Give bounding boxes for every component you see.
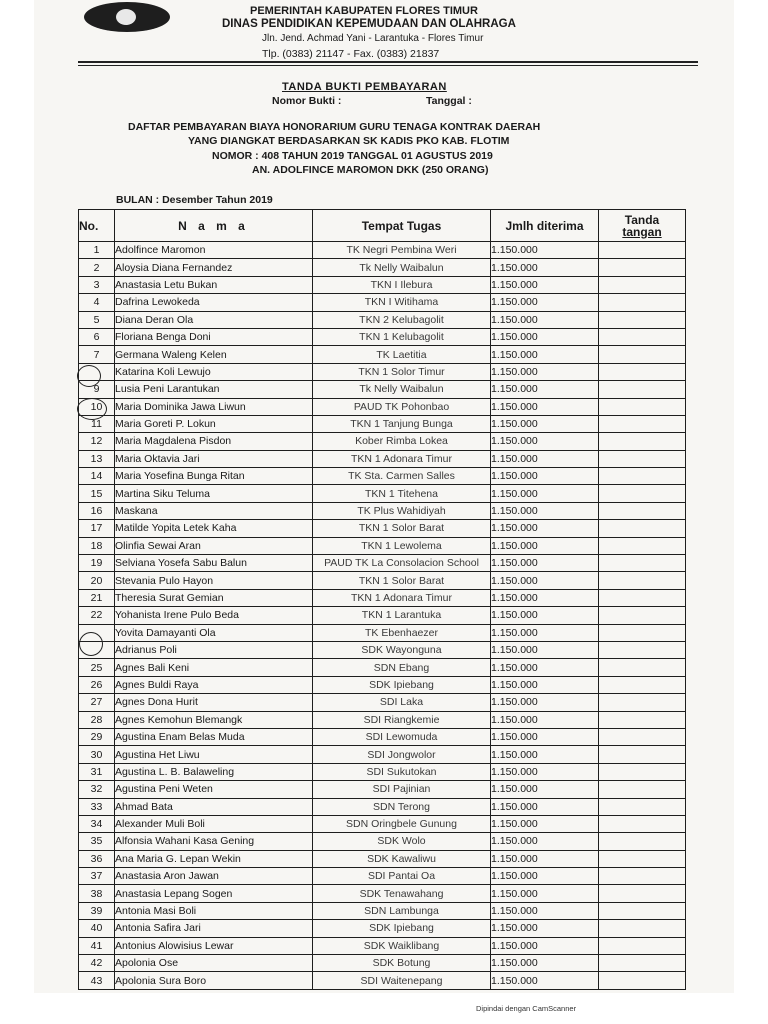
row-amount: 1.150.000 (491, 415, 599, 432)
row-number: 12 (79, 433, 115, 450)
row-amount: 1.150.000 (491, 833, 599, 850)
row-name: Aloysia Diana Fernandez (115, 259, 313, 276)
row-signature-cell (599, 868, 686, 885)
row-name: Anastasia Lepang Sogen (115, 885, 313, 902)
row-workplace: TKN 1 Solor Barat (313, 572, 491, 589)
row-signature-cell (599, 937, 686, 954)
row-number: 31 (79, 763, 115, 780)
header-tangan: tangan (622, 224, 662, 239)
row-name: Olinfia Sewai Aran (115, 537, 313, 554)
row-number: 21 (79, 589, 115, 606)
row-number: 35 (79, 833, 115, 850)
row-amount: 1.150.000 (491, 398, 599, 415)
payment-table (78, 209, 686, 990)
row-name: Alfonsia Wahani Kasa Gening (115, 833, 313, 850)
row-name: Agustina Peni Weten (115, 781, 313, 798)
row-number: 2 (79, 259, 115, 276)
row-signature-cell (599, 641, 686, 658)
row-workplace: TKN I Witihama (313, 294, 491, 311)
header-tempat-tugas: Tempat Tugas (313, 210, 491, 242)
row-amount: 1.150.000 (491, 537, 599, 554)
document-title-line-1: DAFTAR PEMBAYARAN BIAYA HONORARIUM GURU TENAGA KONTRAK DAERAH (128, 121, 541, 133)
row-workplace: TKN 1 Kelubagolit (313, 328, 491, 345)
row-amount: 1.150.000 (491, 728, 599, 745)
row-number: 43 (79, 972, 115, 989)
row-name: Germana Waleng Kelen (115, 346, 313, 363)
row-name: Ahmad Bata (115, 798, 313, 815)
row-name: Theresia Surat Gemian (115, 589, 313, 606)
row-signature-cell (599, 468, 686, 485)
table-row (79, 415, 686, 432)
row-workplace: TKN I Ilebura (313, 276, 491, 293)
row-signature-cell (599, 346, 686, 363)
document-title-line-3: NOMOR : 408 TAHUN 2019 TANGGAL 01 AGUSTUS 2019 (212, 150, 493, 162)
row-name: Selviana Yosefa Sabu Balun (115, 555, 313, 572)
row-name: Agustina Enam Belas Muda (115, 728, 313, 745)
row-name: Ana Maria G. Lepan Wekin (115, 850, 313, 867)
row-number: 1 (79, 242, 115, 259)
row-number: 5 (79, 311, 115, 328)
row-signature-cell (599, 798, 686, 815)
letterhead-line-2: DINAS PENDIDIKAN KEPEMUDAAN DAN OLAHRAGA (222, 18, 516, 30)
row-workplace: Kober Rimba Lokea (313, 433, 491, 450)
row-name: Antonius Alowisius Lewar (115, 937, 313, 954)
table-row (79, 850, 686, 867)
row-workplace: TKN 1 Solor Timur (313, 363, 491, 380)
table-row (79, 242, 686, 259)
table-row (79, 902, 686, 919)
table-row (79, 815, 686, 832)
table-row (79, 624, 686, 641)
row-name: Anastasia Aron Jawan (115, 868, 313, 885)
row-number: 17 (79, 520, 115, 537)
row-number: 13 (79, 450, 115, 467)
row-number: 18 (79, 537, 115, 554)
row-signature-cell (599, 381, 686, 398)
row-signature-cell (599, 659, 686, 676)
row-amount: 1.150.000 (491, 885, 599, 902)
row-amount: 1.150.000 (491, 555, 599, 572)
row-name: Agnes Dona Hurit (115, 694, 313, 711)
row-name: Floriana Benga Doni (115, 328, 313, 345)
table-row (79, 972, 686, 989)
receipt-date-label: Tanggal : (426, 95, 472, 107)
row-signature-cell (599, 972, 686, 989)
row-workplace: SDI Waitenepang (313, 972, 491, 989)
row-amount: 1.150.000 (491, 676, 599, 693)
row-name: Adolfince Maromon (115, 242, 313, 259)
row-signature-cell (599, 328, 686, 345)
row-name: Maria Oktavia Jari (115, 450, 313, 467)
header-no: No. (79, 210, 115, 242)
row-amount: 1.150.000 (491, 485, 599, 502)
row-number: 30 (79, 746, 115, 763)
letterhead-rule-thin (78, 65, 698, 66)
row-name: Antonia Safira Jari (115, 920, 313, 937)
row-number: 16 (79, 502, 115, 519)
row-workplace: TKN 1 Tanjung Bunga (313, 415, 491, 432)
table-row (79, 728, 686, 745)
letterhead-line-1: PEMERINTAH KABUPATEN FLORES TIMUR (250, 5, 478, 17)
row-signature-cell (599, 242, 686, 259)
row-number: 4 (79, 294, 115, 311)
row-number: 25 (79, 659, 115, 676)
row-number: 26 (79, 676, 115, 693)
row-signature-cell (599, 294, 686, 311)
table-row (79, 398, 686, 415)
table-row (79, 607, 686, 624)
table-row (79, 450, 686, 467)
row-name: Anastasia Letu Bukan (115, 276, 313, 293)
row-signature-cell (599, 607, 686, 624)
table-row (79, 381, 686, 398)
row-name: Agnes Buldi Raya (115, 676, 313, 693)
row-number: 10 (79, 398, 115, 415)
row-signature-cell (599, 920, 686, 937)
row-name: Matilde Yopita Letek Kaha (115, 520, 313, 537)
row-workplace: TKN 1 Adonara Timur (313, 589, 491, 606)
row-workplace: SDN Terong (313, 798, 491, 815)
row-signature-cell (599, 850, 686, 867)
row-amount: 1.150.000 (491, 937, 599, 954)
row-workplace: TK Laetitia (313, 346, 491, 363)
table-row (79, 572, 686, 589)
row-number: 19 (79, 555, 115, 572)
row-name: Maria Dominika Jawa Liwun (115, 398, 313, 415)
row-signature-cell (599, 485, 686, 502)
row-signature-cell (599, 259, 686, 276)
row-amount: 1.150.000 (491, 798, 599, 815)
table-row (79, 468, 686, 485)
row-signature-cell (599, 694, 686, 711)
table-row (79, 798, 686, 815)
row-amount: 1.150.000 (491, 433, 599, 450)
row-number: 20 (79, 572, 115, 589)
row-workplace: SDN Oringbele Gunung (313, 815, 491, 832)
row-name: Yohanista Irene Pulo Beda (115, 607, 313, 624)
row-name: Yovita Damayanti Ola (115, 624, 313, 641)
row-number: 3 (79, 276, 115, 293)
table-row (79, 781, 686, 798)
row-amount: 1.150.000 (491, 502, 599, 519)
row-signature-cell (599, 415, 686, 432)
row-workplace: Tk Nelly Waibalun (313, 259, 491, 276)
row-amount: 1.150.000 (491, 641, 599, 658)
row-amount: 1.150.000 (491, 868, 599, 885)
row-amount: 1.150.000 (491, 259, 599, 276)
document-title-line-4: AN. ADOLFINCE MAROMON DKK (250 ORANG) (252, 164, 489, 176)
row-number: 14 (79, 468, 115, 485)
row-amount: 1.150.000 (491, 276, 599, 293)
row-number: 39 (79, 902, 115, 919)
row-number: 6 (79, 328, 115, 345)
table-row (79, 537, 686, 554)
row-workplace: SDI Pantai Oa (313, 868, 491, 885)
row-amount: 1.150.000 (491, 328, 599, 345)
row-signature-cell (599, 276, 686, 293)
row-number: 32 (79, 781, 115, 798)
row-workplace: SDI Lewomuda (313, 728, 491, 745)
table-row (79, 502, 686, 519)
row-amount: 1.150.000 (491, 624, 599, 641)
row-amount: 1.150.000 (491, 972, 599, 989)
letterhead-address: Jln. Jend. Achmad Yani - Larantuka - Flores Timur (262, 33, 484, 44)
row-workplace: SDK Wayonguna (313, 641, 491, 658)
table-row (79, 259, 686, 276)
period-label: BULAN : Desember Tahun 2019 (116, 194, 273, 206)
handwritten-circle-mark (77, 365, 101, 387)
row-workplace: TK Sta. Carmen Salles (313, 468, 491, 485)
row-amount: 1.150.000 (491, 763, 599, 780)
row-workplace: TK Plus Wahidiyah (313, 502, 491, 519)
row-signature-cell (599, 955, 686, 972)
row-signature-cell (599, 781, 686, 798)
table-row (79, 589, 686, 606)
table-row (79, 555, 686, 572)
row-signature-cell (599, 502, 686, 519)
row-number: 37 (79, 868, 115, 885)
row-signature-cell (599, 433, 686, 450)
row-workplace: SDI Jongwolor (313, 746, 491, 763)
table-row (79, 363, 686, 380)
row-workplace: TKN 2 Kelubagolit (313, 311, 491, 328)
letterhead-phone-fax: Tlp. (0383) 21147 - Fax. (0383) 21837 (262, 48, 440, 60)
table-header-row (79, 210, 686, 242)
row-workplace: TKN 1 Adonara Timur (313, 450, 491, 467)
row-number: 7 (79, 346, 115, 363)
document-title-line-2: YANG DIANGKAT BERDASARKAN SK KADIS PKO KAB. FLOTIM (188, 135, 510, 147)
row-name: Apolonia Sura Boro (115, 972, 313, 989)
row-signature-cell (599, 833, 686, 850)
header-tanda: Tanda (624, 212, 660, 227)
row-number: 33 (79, 798, 115, 815)
row-workplace: SDI Riangkemie (313, 711, 491, 728)
row-amount: 1.150.000 (491, 659, 599, 676)
row-workplace: PAUD TK Pohonbao (313, 398, 491, 415)
row-workplace: SDI Sukutokan (313, 763, 491, 780)
row-amount: 1.150.000 (491, 572, 599, 589)
table-row (79, 311, 686, 328)
row-number: 38 (79, 885, 115, 902)
row-workplace: TK Negri Pembina Weri (313, 242, 491, 259)
row-workplace: SDN Ebang (313, 659, 491, 676)
handwritten-circle-mark (79, 632, 103, 656)
table-row (79, 885, 686, 902)
table-row (79, 294, 686, 311)
row-signature-cell (599, 902, 686, 919)
row-workplace: PAUD TK La Consolacion School (313, 555, 491, 572)
row-number: 29 (79, 728, 115, 745)
row-number: 22 (79, 607, 115, 624)
row-amount: 1.150.000 (491, 920, 599, 937)
table-row (79, 676, 686, 693)
row-amount: 1.150.000 (491, 694, 599, 711)
row-name: Martina Siku Teluma (115, 485, 313, 502)
row-number: 41 (79, 937, 115, 954)
row-name: Antonia Masi Boli (115, 902, 313, 919)
row-amount: 1.150.000 (491, 607, 599, 624)
row-signature-cell (599, 520, 686, 537)
row-name: Agnes Bali Keni (115, 659, 313, 676)
table-row (79, 328, 686, 345)
header-tanda-tangan (599, 210, 686, 242)
row-amount: 1.150.000 (491, 381, 599, 398)
row-number: 36 (79, 850, 115, 867)
row-number: 40 (79, 920, 115, 937)
table-row (79, 433, 686, 450)
table-row (79, 520, 686, 537)
table-row (79, 955, 686, 972)
row-amount: 1.150.000 (491, 242, 599, 259)
row-signature-cell (599, 815, 686, 832)
row-name: Alexander Muli Boli (115, 815, 313, 832)
handwritten-circle-mark (77, 398, 107, 420)
row-name: Agustina Het Liwu (115, 746, 313, 763)
row-name: Maskana (115, 502, 313, 519)
row-number: 11 (79, 415, 115, 432)
row-workplace: SDK Botung (313, 955, 491, 972)
row-amount: 1.150.000 (491, 294, 599, 311)
row-signature-cell (599, 572, 686, 589)
row-workplace: SDI Laka (313, 694, 491, 711)
row-name: Adrianus Poli (115, 641, 313, 658)
row-amount: 1.150.000 (491, 711, 599, 728)
row-amount: 1.150.000 (491, 815, 599, 832)
row-amount: 1.150.000 (491, 955, 599, 972)
table-row (79, 276, 686, 293)
row-name: Maria Yosefina Bunga Ritan (115, 468, 313, 485)
row-name: Agustina L. B. Balaweling (115, 763, 313, 780)
row-workplace: TKN 1 Lewolema (313, 537, 491, 554)
receipt-number-label: Nomor Bukti : (272, 95, 342, 107)
row-number: 34 (79, 815, 115, 832)
table-row (79, 641, 686, 658)
receipt-title: TANDA BUKTI PEMBAYARAN (282, 81, 447, 93)
header-jumlah-diterima: Jmlh diterima (491, 210, 599, 242)
row-number: 28 (79, 711, 115, 728)
row-amount: 1.150.000 (491, 781, 599, 798)
row-signature-cell (599, 676, 686, 693)
row-workplace: SDN Lambunga (313, 902, 491, 919)
row-signature-cell (599, 450, 686, 467)
table-row (79, 833, 686, 850)
row-workplace: TKN 1 Solor Barat (313, 520, 491, 537)
letterhead-rule-thick (78, 61, 698, 63)
row-workplace: Tk Nelly Waibalun (313, 381, 491, 398)
row-workplace: SDI Pajinian (313, 781, 491, 798)
row-name: Agnes Kemohun Blemangk (115, 711, 313, 728)
row-workplace: TKN 1 Titehena (313, 485, 491, 502)
table-row (79, 485, 686, 502)
row-amount: 1.150.000 (491, 450, 599, 467)
row-workplace: SDK Tenawahang (313, 885, 491, 902)
row-signature-cell (599, 728, 686, 745)
row-signature-cell (599, 763, 686, 780)
row-amount: 1.150.000 (491, 589, 599, 606)
row-workplace: SDK Waiklibang (313, 937, 491, 954)
row-name: Dafrina Lewokeda (115, 294, 313, 311)
row-workplace: SDK Kawaliwu (313, 850, 491, 867)
row-workplace: TKN 1 Larantuka (313, 607, 491, 624)
table-row (79, 346, 686, 363)
row-name: Lusia Peni Larantukan (115, 381, 313, 398)
row-workplace: SDK Ipiebang (313, 676, 491, 693)
row-amount: 1.150.000 (491, 468, 599, 485)
row-number: 42 (79, 955, 115, 972)
row-number: 15 (79, 485, 115, 502)
row-number: 9 (79, 381, 115, 398)
row-name: Maria Magdalena Pisdon (115, 433, 313, 450)
row-signature-cell (599, 311, 686, 328)
row-name: Katarina Koli Lewujo (115, 363, 313, 380)
table-row (79, 920, 686, 937)
row-amount: 1.150.000 (491, 746, 599, 763)
row-workplace: SDK Ipiebang (313, 920, 491, 937)
table-row (79, 659, 686, 676)
row-name: Apolonia Ose (115, 955, 313, 972)
row-name: Diana Deran Ola (115, 311, 313, 328)
row-amount: 1.150.000 (491, 363, 599, 380)
row-signature-cell (599, 746, 686, 763)
government-seal-logo (84, 2, 170, 32)
row-signature-cell (599, 624, 686, 641)
table-row (79, 868, 686, 885)
row-name: Maria Goreti P. Lokun (115, 415, 313, 432)
row-signature-cell (599, 885, 686, 902)
row-signature-cell (599, 537, 686, 554)
row-signature-cell (599, 555, 686, 572)
row-amount: 1.150.000 (491, 346, 599, 363)
row-workplace: TK Ebenhaezer (313, 624, 491, 641)
row-name: Stevania Pulo Hayon (115, 572, 313, 589)
row-amount: 1.150.000 (491, 311, 599, 328)
row-amount: 1.150.000 (491, 520, 599, 537)
table-row (79, 694, 686, 711)
header-nama: N a m a (115, 210, 313, 242)
table-row (79, 746, 686, 763)
table-row (79, 711, 686, 728)
row-amount: 1.150.000 (491, 850, 599, 867)
row-signature-cell (599, 711, 686, 728)
row-workplace: SDK Wolo (313, 833, 491, 850)
row-signature-cell (599, 589, 686, 606)
row-amount: 1.150.000 (491, 902, 599, 919)
scanner-watermark: Dipindai dengan CamScanner (476, 1004, 577, 1013)
row-signature-cell (599, 398, 686, 415)
table-row (79, 763, 686, 780)
row-number: 27 (79, 694, 115, 711)
table-row (79, 937, 686, 954)
row-signature-cell (599, 363, 686, 380)
